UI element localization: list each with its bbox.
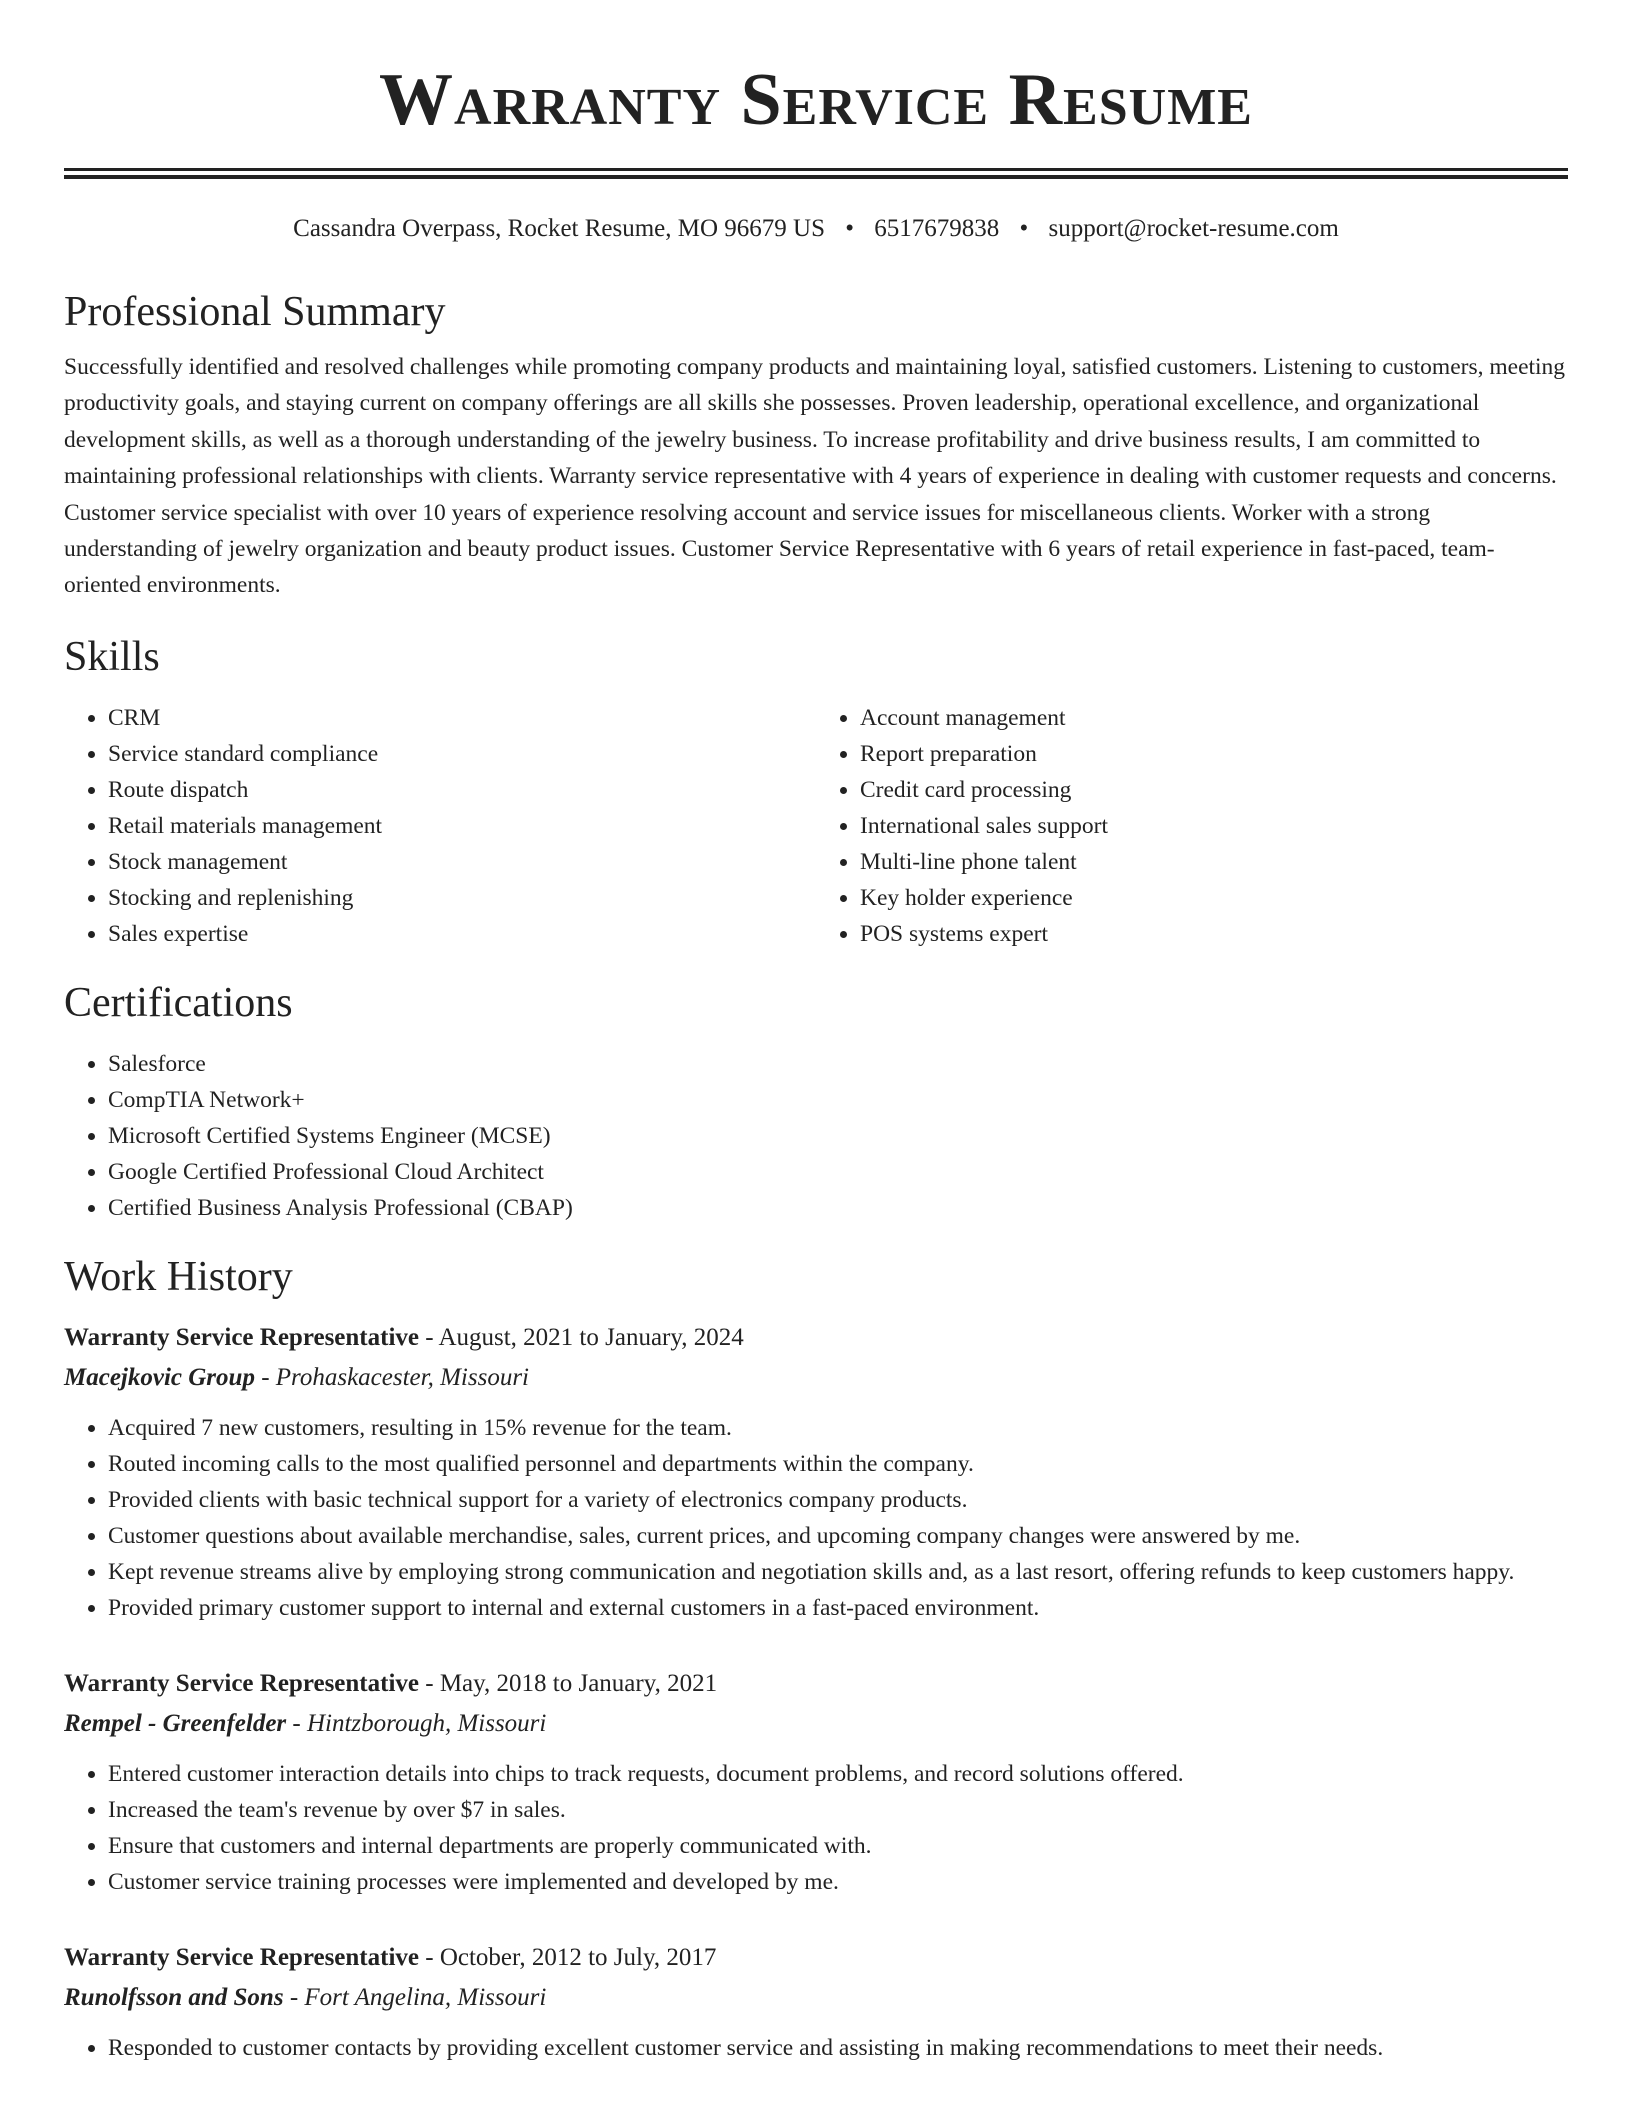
certifications-heading: Certifications bbox=[64, 979, 293, 1026]
skill-item: • Credit card processing bbox=[860, 772, 1568, 808]
summary-section bbox=[64, 287, 1568, 604]
job-location: - Prohaskacester, Missouri bbox=[254, 1363, 530, 1391]
summary-heading: Professional Summary bbox=[64, 289, 446, 335]
contact-phone: 6517679838 bbox=[874, 215, 1000, 242]
job-bullets bbox=[64, 1756, 1568, 1900]
job-entry bbox=[64, 1664, 1568, 1900]
job-company-line bbox=[64, 1358, 1568, 1398]
job-bullet: • Customer questions about available merchandise, sales, current prices, and upcoming company changes were answered by me. bbox=[108, 1518, 1568, 1554]
job-dates: - October, 2012 to July, 2017 bbox=[419, 1943, 717, 1971]
skills-columns bbox=[64, 700, 1568, 952]
job-title-line bbox=[64, 1664, 1568, 1704]
job-bullet: • Ensure that customers and internal departments are properly communicated with. bbox=[108, 1828, 1568, 1864]
contact-email: support@rocket-resume.com bbox=[1048, 215, 1339, 242]
job-bullets bbox=[64, 2030, 1568, 2066]
skills-heading: Skills bbox=[64, 633, 160, 680]
contact-separator: • bbox=[845, 215, 855, 242]
job-title: Warranty Service Representative bbox=[64, 1323, 419, 1351]
job-company-line bbox=[64, 1978, 1568, 2018]
job-bullet: • Entered customer interaction details into chips to track requests, document problems, and record solutions offered. bbox=[108, 1756, 1568, 1792]
job-bullets bbox=[64, 1410, 1568, 1626]
job-bullet: • Provided clients with basic technical support for a variety of electronics company products. bbox=[108, 1482, 1568, 1518]
skill-item: • International sales support bbox=[860, 808, 1568, 844]
certification-item: • Salesforce bbox=[108, 1046, 1568, 1082]
job-company: Rempel - Greenfelder bbox=[64, 1709, 287, 1737]
job-title: Warranty Service Representative bbox=[64, 1669, 419, 1697]
job-company: Runolfsson and Sons bbox=[64, 1983, 284, 2011]
skill-item: • POS systems expert bbox=[860, 916, 1568, 952]
skill-item: • CRM bbox=[108, 700, 816, 736]
job-bullet: • Routed incoming calls to the most qualified personnel and departments within the company. bbox=[108, 1446, 1568, 1482]
job-title-line bbox=[64, 1318, 1568, 1358]
certification-item: • Microsoft Certified Systems Engineer (MCSE) bbox=[108, 1118, 1568, 1154]
job-entry bbox=[64, 1318, 1568, 1626]
certification-item: • CompTIA Network+ bbox=[108, 1082, 1568, 1118]
job-bullet: • Responded to customer contacts by providing excellent customer service and assisting in making recommendations to meet their needs. bbox=[108, 2030, 1568, 2066]
summary-text: Successfully identified and resolved challenges while promoting company products and maintaining loyal, satisfied customers. Listening to customers, meeting productivity goals, and staying current on company offerings are all skills she possesses. Proven leadership, operational excellence, and organizational development skills, as well as a thorough understanding of the jewelry business. To increase profitability and drive business results, I am committed to maintaining professional relationships with clients. Warranty service representative with 4 years of experience in dealing with customer requests and concerns. Customer service specialist with over 10 years of experience resolving account and service issues for miscellaneous clients. Worker with a strong understanding of jewelry organization and beauty product issues. Customer Service Representative with 6 years of retail experience in fast-paced, team-oriented environments. bbox=[64, 354, 1566, 599]
job-location: - Hintzborough, Missouri bbox=[286, 1709, 547, 1737]
skill-item: • Service standard compliance bbox=[108, 736, 816, 772]
contact-line bbox=[64, 213, 1568, 245]
skills-section bbox=[64, 632, 1568, 952]
certification-item: • Certified Business Analysis Professional (CBAP) bbox=[108, 1190, 1568, 1226]
skill-item: • Stocking and replenishing bbox=[108, 880, 816, 916]
job-location: - Fort Angelina, Missouri bbox=[283, 1983, 547, 2011]
contact-address: Cassandra Overpass, Rocket Resume, MO 96679 US bbox=[293, 215, 826, 242]
job-dates: - May, 2018 to January, 2021 bbox=[419, 1669, 718, 1697]
skill-item: • Stock management bbox=[108, 844, 816, 880]
job-bullet: • Acquired 7 new customers, resulting in 15% revenue for the team. bbox=[108, 1410, 1568, 1446]
skills-list-right bbox=[816, 700, 1568, 952]
skill-item: • Sales expertise bbox=[108, 916, 816, 952]
job-company: Macejkovic Group bbox=[64, 1363, 255, 1391]
job-dates: - August, 2021 to January, 2024 bbox=[419, 1323, 744, 1351]
certifications-section bbox=[64, 978, 1568, 1226]
job-bullet: • Provided primary customer support to internal and external customers in a fast-paced environment. bbox=[108, 1590, 1568, 1626]
skill-item: • Account management bbox=[860, 700, 1568, 736]
job-entry bbox=[64, 1938, 1568, 2066]
work-history-heading: Work History bbox=[64, 1253, 293, 1300]
skill-item: • Retail materials management bbox=[108, 808, 816, 844]
certifications-list bbox=[64, 1046, 1568, 1226]
work-history-section bbox=[64, 1252, 1568, 2066]
job-bullet: • Customer service training processes were implemented and developed by me. bbox=[108, 1864, 1568, 1900]
resume-title: Warranty Service Resume bbox=[379, 59, 1253, 141]
job-bullet: • Increased the team's revenue by over $7 in sales. bbox=[108, 1792, 1568, 1828]
certification-item: • Google Certified Professional Cloud Architect bbox=[108, 1154, 1568, 1190]
skill-item: • Route dispatch bbox=[108, 772, 816, 808]
skill-item: • Multi-line phone talent bbox=[860, 844, 1568, 880]
skills-list-left bbox=[64, 700, 816, 952]
job-title: Warranty Service Representative bbox=[64, 1943, 419, 1971]
skill-item: • Report preparation bbox=[860, 736, 1568, 772]
job-company-line bbox=[64, 1704, 1568, 1744]
job-bullet: • Kept revenue streams alive by employing strong communication and negotiation skills and, as a last resort, offering refunds to keep customers happy. bbox=[108, 1554, 1568, 1590]
title-divider bbox=[64, 168, 1568, 179]
contact-separator: • bbox=[1019, 215, 1029, 242]
job-title-line bbox=[64, 1938, 1568, 1978]
skill-item: • Key holder experience bbox=[860, 880, 1568, 916]
